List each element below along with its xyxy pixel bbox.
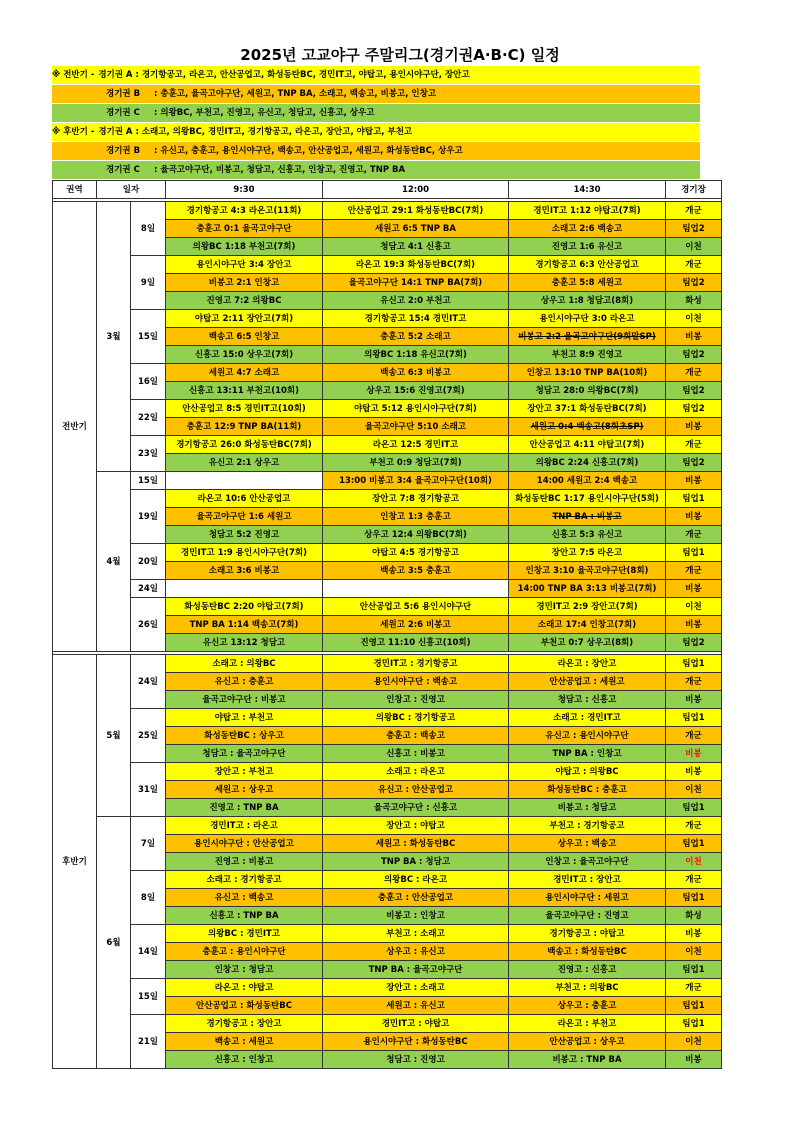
game-cell-1200: 신흥고 : 비봉고 <box>323 745 509 763</box>
game-cell-1200: 율곡고야구단 : 신흥고 <box>323 799 509 817</box>
header-time-3: 14:30 <box>509 181 666 199</box>
game-cell-1200: 경민IT고 : 경기항공고 <box>323 655 509 673</box>
month-cell: 3월 <box>97 202 131 472</box>
division-info-teams: : 소래고, 의왕BC, 경민IT고, 경기항공고, 라온고, 장안고, 야탑고, 부천고 <box>135 127 413 137</box>
game-cell-1430: 상우고 : 백송고 <box>509 835 666 853</box>
region-cell: 전반기 <box>53 202 97 652</box>
game-cell-1200: 라온고 19:3 화성동탄BC(7회) <box>323 256 509 274</box>
month-cell: 6월 <box>97 817 131 1069</box>
venue-cell: 팀업1 <box>666 835 722 853</box>
venue-cell: 개군 <box>666 364 722 382</box>
header-venue: 경기장 <box>666 181 722 199</box>
header-region: 권역 <box>53 181 97 199</box>
header-date: 일자 <box>97 181 166 199</box>
table-row <box>53 871 722 889</box>
day-cell: 15일 <box>131 472 166 490</box>
venue-cell: 비봉 <box>666 472 722 490</box>
header-row <box>53 181 722 199</box>
division-info-row <box>52 161 700 180</box>
game-cell-1200: 안산공업고 29:1 화성동탄BC(7회) <box>323 202 509 220</box>
venue-cell: 팀업1 <box>666 709 722 727</box>
venue-cell: 팀업2 <box>666 382 722 400</box>
game-cell-1200: 세원고 : 화성동탄BC <box>323 835 509 853</box>
venue-cell: 개군 <box>666 436 722 454</box>
game-cell-0930: 충훈고 0:1 율곡고야구단 <box>166 220 323 238</box>
game-cell-1200: 상우고 15:6 진영고(7회) <box>323 382 509 400</box>
game-cell-1200: 경기항공고 15:4 경민IT고 <box>323 310 509 328</box>
venue-cell: 팀업2 <box>666 274 722 292</box>
game-cell-1430: 상우고 1:8 청담고(8회) <box>509 292 666 310</box>
division-info-teams: : 유신고, 충훈고, 용인시야구단, 백송고, 안산공업고, 세원고, 화성동탄BC, 상우고 <box>154 146 463 156</box>
game-cell-1430: 의왕BC 2:24 신흥고(7회) <box>509 454 666 472</box>
game-cell-0930: 장안고 : 부천고 <box>166 763 323 781</box>
game-cell-1200: 의왕BC 1:18 유신고(7회) <box>323 346 509 364</box>
game-cell-1200: 세원고 2:6 비봉고 <box>323 616 509 634</box>
day-cell: 15일 <box>131 979 166 1015</box>
game-cell-0930: 경민IT고 : 라온고 <box>166 817 323 835</box>
game-cell-1430: 비봉고 : 청담고 <box>509 799 666 817</box>
venue-cell: 팀업1 <box>666 655 722 673</box>
venue-cell: 이천 <box>666 310 722 328</box>
game-cell-1200: 야탑고 5:12 용인시야구단(7회) <box>323 400 509 418</box>
game-cell-1430: 14:00 세원고 2:4 백송고 <box>509 472 666 490</box>
game-cell-1430: 부천고 8:9 진영고 <box>509 346 666 364</box>
game-cell-1430: 장안고 37:1 화성동탄BC(7회) <box>509 400 666 418</box>
game-cell-1200: 라온고 12:5 경민IT고 <box>323 436 509 454</box>
game-cell-1200: 소래고 : 라온고 <box>323 763 509 781</box>
header-time-2: 12:00 <box>323 181 509 199</box>
division-info-teams: : 의왕BC, 부천고, 진영고, 유신고, 청담고, 신흥고, 상우고 <box>154 108 375 118</box>
venue-cell: 이천 <box>666 781 722 799</box>
game-cell-1430: 부천고 : 의왕BC <box>509 979 666 997</box>
game-cell-0930: 백송고 6:5 인창고 <box>166 328 323 346</box>
venue-cell: 비봉 <box>666 763 722 781</box>
venue-cell: 이천 <box>666 598 722 616</box>
day-cell: 21일 <box>131 1015 166 1069</box>
game-cell-0930: 경기항공고 26:0 화성동탄BC(7회) <box>166 436 323 454</box>
division-info-label: 경기권 B <box>106 89 141 99</box>
game-cell-1430: 경민IT고 2:9 장안고(7회) <box>509 598 666 616</box>
day-cell: 26일 <box>131 598 166 652</box>
game-cell-1430: 백송고 : 화성동탄BC <box>509 943 666 961</box>
table-row <box>53 925 722 943</box>
venue-cell: 화성 <box>666 907 722 925</box>
game-cell-1430: TNP BA : 인창고 <box>509 745 666 763</box>
division-info-label: 경기권 A <box>98 127 136 137</box>
venue-cell: 팀업1 <box>666 889 722 907</box>
venue-cell: 팀업1 <box>666 961 722 979</box>
venue-cell: 비봉 <box>666 508 722 526</box>
game-cell-0930 <box>166 580 323 598</box>
month-cell: 4월 <box>97 472 131 652</box>
game-cell-0930: 경민IT고 1:9 용인시야구단(7회) <box>166 544 323 562</box>
table-row <box>53 709 722 727</box>
game-cell-0930: 세원고 : 상우고 <box>166 781 323 799</box>
game-cell-1430: 율곡고야구단 : 진영고 <box>509 907 666 925</box>
game-cell-1200: 부천고 : 소래고 <box>323 925 509 943</box>
table-row <box>53 310 722 328</box>
game-cell-0930: 경기항공고 : 장안고 <box>166 1015 323 1033</box>
game-cell-1200: 안산공업고 5:6 용인시야구단 <box>323 598 509 616</box>
game-cell-1430: 야탑고 : 의왕BC <box>509 763 666 781</box>
division-info-label: 경기권 C <box>106 165 140 175</box>
venue-cell: 팀업1 <box>666 997 722 1015</box>
game-cell-1200: 유신고 : 안산공업고 <box>323 781 509 799</box>
game-cell-1430: TNP BA : 비봉고 <box>509 508 666 526</box>
game-cell-1430: 진영고 : 신흥고 <box>509 961 666 979</box>
game-cell-1430: 신흥고 5:3 유신고 <box>509 526 666 544</box>
division-info-teams: : 율곡고야구단, 비봉고, 청담고, 신흥고, 인창고, 진영고, TNP BA <box>154 165 406 175</box>
game-cell-1430: 경기항공고 6:3 안산공업고 <box>509 256 666 274</box>
game-cell-1430: 청담고 : 신흥고 <box>509 691 666 709</box>
venue-cell: 개군 <box>666 526 722 544</box>
game-cell-1430: 인창고 : 율곡고야구단 <box>509 853 666 871</box>
game-cell-1200: 경민IT고 : 야탑고 <box>323 1015 509 1033</box>
division-info-prefix: ※ 전반기 - <box>52 70 95 80</box>
day-cell: 23일 <box>131 436 166 472</box>
game-cell-0930: 율곡고야구단 : 비봉고 <box>166 691 323 709</box>
venue-cell: 팀업2 <box>666 346 722 364</box>
venue-cell: 팀업2 <box>666 454 722 472</box>
game-cell-0930: 비봉고 2:1 인창고 <box>166 274 323 292</box>
game-cell-1430: 안산공업고 4:11 야탑고(7회) <box>509 436 666 454</box>
day-cell: 7일 <box>131 817 166 871</box>
game-cell-1430: 장안고 7:5 라온고 <box>509 544 666 562</box>
game-cell-0930: 용인시야구단 3:4 장안고 <box>166 256 323 274</box>
game-cell-1200: 청담고 : 진영고 <box>323 1051 509 1069</box>
table-row <box>53 598 722 616</box>
venue-cell: 개군 <box>666 727 722 745</box>
division-info-row <box>52 104 700 123</box>
venue-cell: 팀업1 <box>666 1015 722 1033</box>
venue-cell: 비봉 <box>666 418 722 436</box>
day-cell: 22일 <box>131 400 166 436</box>
day-cell: 31일 <box>131 763 166 817</box>
division-info-row <box>52 123 700 142</box>
venue-cell: 팀업2 <box>666 400 722 418</box>
game-cell-1430: 경민IT고 : 장안고 <box>509 871 666 889</box>
game-cell-0930: 신흥고 15:0 상우고(7회) <box>166 346 323 364</box>
game-cell-1200: 의왕BC : 경기항공고 <box>323 709 509 727</box>
game-cell-1430: 라온고 : 장안고 <box>509 655 666 673</box>
game-cell-0930: 안산공업고 8:5 경민IT고(10회) <box>166 400 323 418</box>
table-row <box>53 490 722 508</box>
division-info-row <box>52 85 700 104</box>
game-cell-0930: 청담고 5:2 진영고 <box>166 526 323 544</box>
game-cell-1200: 장안고 7:8 경기항공고 <box>323 490 509 508</box>
game-cell-1430: 경기항공고 : 야탑고 <box>509 925 666 943</box>
venue-cell: 팀업1 <box>666 490 722 508</box>
game-cell-0930: 율곡고야구단 1:6 세원고 <box>166 508 323 526</box>
game-cell-1430: 비봉고 : TNP BA <box>509 1051 666 1069</box>
game-cell-1200: 진영고 11:10 신흥고(10회) <box>323 634 509 652</box>
game-cell-1200: TNP BA : 청담고 <box>323 853 509 871</box>
game-cell-1430: 인창고 13:10 TNP BA(10회) <box>509 364 666 382</box>
game-cell-1200: 충훈고 : 백송고 <box>323 727 509 745</box>
venue-cell: 팀업2 <box>666 220 722 238</box>
game-cell-1430: 비봉고 2:2 율곡고야구단(9회말SP) <box>509 328 666 346</box>
game-cell-1200: 인창고 : 진영고 <box>323 691 509 709</box>
game-cell-1430: 용인시야구단 : 세원고 <box>509 889 666 907</box>
venue-cell: 이천 <box>666 853 722 871</box>
table-row <box>53 979 722 997</box>
division-info-label: 경기권 C <box>106 108 140 118</box>
game-cell-1200: 율곡고야구단 14:1 TNP BA(7회) <box>323 274 509 292</box>
month-cell: 5월 <box>97 655 131 817</box>
game-cell-0930: 충훈고 12:9 TNP BA(11회) <box>166 418 323 436</box>
division-info-row <box>52 66 700 85</box>
game-cell-0930: 화성동탄BC : 상우고 <box>166 727 323 745</box>
venue-cell: 비봉 <box>666 691 722 709</box>
schedule-table <box>52 180 722 1069</box>
game-cell-1200: 충훈고 5:2 소래고 <box>323 328 509 346</box>
game-cell-0930: 유신고 : 충훈고 <box>166 673 323 691</box>
venue-cell: 이천 <box>666 238 722 256</box>
game-cell-1430: 충훈고 5:8 세원고 <box>509 274 666 292</box>
venue-cell: 개군 <box>666 979 722 997</box>
game-cell-1430: 소래고 17:4 인창고(7회) <box>509 616 666 634</box>
game-cell-0930: 유신고 2:1 상우고 <box>166 454 323 472</box>
day-cell: 25일 <box>131 709 166 763</box>
game-cell-1200: 인창고 1:3 충훈고 <box>323 508 509 526</box>
venue-cell: 화성 <box>666 292 722 310</box>
game-cell-0930: 유신고 : 백송고 <box>166 889 323 907</box>
venue-cell: 비봉 <box>666 1051 722 1069</box>
game-cell-1430: 진영고 1:6 유신고 <box>509 238 666 256</box>
region-cell: 후반기 <box>53 655 97 1069</box>
game-cell-1430: 소래고 : 경민IT고 <box>509 709 666 727</box>
division-info <box>52 66 700 180</box>
game-cell-1200: 장안고 : 야탑고 <box>323 817 509 835</box>
day-cell: 20일 <box>131 544 166 580</box>
game-cell-0930: 진영고 : 비봉고 <box>166 853 323 871</box>
game-cell-1200: 율곡고야구단 5:10 소래고 <box>323 418 509 436</box>
day-cell: 8일 <box>131 871 166 925</box>
division-info-teams: : 경기항공고, 라온고, 안산공업고, 화성동탄BC, 경민IT고, 야탑고, 용인시야구단, 장안고 <box>135 70 470 80</box>
venue-cell: 개군 <box>666 202 722 220</box>
day-cell: 16일 <box>131 364 166 400</box>
venue-cell: 팀업1 <box>666 799 722 817</box>
game-cell-1200: 청담고 4:1 신흥고 <box>323 238 509 256</box>
day-cell: 15일 <box>131 310 166 364</box>
game-cell-0930: 안산공업고 : 화성동탄BC <box>166 997 323 1015</box>
game-cell-1200: 상우고 : 유신고 <box>323 943 509 961</box>
game-cell-1430: 안산공업고 : 상우고 <box>509 1033 666 1051</box>
page-title: 2025년 고교야구 주말리그(경기권A·B·C) 일정 <box>240 46 560 64</box>
game-cell-0930: 신흥고 : TNP BA <box>166 907 323 925</box>
game-cell-0930: 야탑고 : 부천고 <box>166 709 323 727</box>
venue-cell: 팀업1 <box>666 544 722 562</box>
venue-cell: 개군 <box>666 256 722 274</box>
game-cell-0930: 경기항공고 4:3 라온고(11회) <box>166 202 323 220</box>
venue-cell: 비봉 <box>666 745 722 763</box>
game-cell-0930: 화성동탄BC 2:20 야탑고(7회) <box>166 598 323 616</box>
venue-cell: 개군 <box>666 871 722 889</box>
game-cell-0930: 소래고 : 경기항공고 <box>166 871 323 889</box>
game-cell-0930: 라온고 : 야탑고 <box>166 979 323 997</box>
header-time-1: 9:30 <box>166 181 323 199</box>
game-cell-0930: 용인시야구단 : 안산공업고 <box>166 835 323 853</box>
game-cell-0930: 신흥고 : 인창고 <box>166 1051 323 1069</box>
day-cell: 8일 <box>131 202 166 256</box>
day-cell: 19일 <box>131 490 166 544</box>
game-cell-1430: 유신고 : 용인시야구단 <box>509 727 666 745</box>
game-cell-1430: 안산공업고 : 세원고 <box>509 673 666 691</box>
venue-cell: 비봉 <box>666 580 722 598</box>
game-cell-0930: 신흥고 13:11 부천고(10회) <box>166 382 323 400</box>
game-cell-0930: 백송고 : 세원고 <box>166 1033 323 1051</box>
game-cell-0930 <box>166 472 323 490</box>
game-cell-0930: 소래고 3:6 비봉고 <box>166 562 323 580</box>
game-cell-1200: 백송고 6:3 비봉고 <box>323 364 509 382</box>
venue-cell: 개군 <box>666 673 722 691</box>
game-cell-0930: 의왕BC 1:18 부천고(7회) <box>166 238 323 256</box>
table-row <box>53 202 722 220</box>
game-cell-0930: 의왕BC : 경민IT고 <box>166 925 323 943</box>
game-cell-1430: 14:00 TNP BA 3:13 비봉고(7회) <box>509 580 666 598</box>
table-row <box>53 436 722 454</box>
game-cell-1200: 부천고 0:9 청담고(7회) <box>323 454 509 472</box>
game-cell-1430: 화성동탄BC : 충훈고 <box>509 781 666 799</box>
game-cell-1430: 화성동탄BC 1:17 용인시야구단(5회) <box>509 490 666 508</box>
table-row <box>53 364 722 382</box>
game-cell-1200: 의왕BC : 라온고 <box>323 871 509 889</box>
game-cell-0930: 진영고 : TNP BA <box>166 799 323 817</box>
game-cell-1430: 인창고 3:10 율곡고야구단(8회) <box>509 562 666 580</box>
game-cell-0930: 진영고 7:2 의왕BC <box>166 292 323 310</box>
game-cell-1200: 비봉고 : 인창고 <box>323 907 509 925</box>
venue-cell: 비봉 <box>666 925 722 943</box>
game-cell-1430: 상우고 : 충훈고 <box>509 997 666 1015</box>
game-cell-1200: TNP BA : 율곡고야구단 <box>323 961 509 979</box>
day-cell: 24일 <box>131 655 166 709</box>
day-cell: 14일 <box>131 925 166 979</box>
division-info-label: 경기권 A <box>98 70 136 80</box>
table-row <box>53 655 722 673</box>
table-row <box>53 544 722 562</box>
game-cell-1200: 용인시야구단 : 백송고 <box>323 673 509 691</box>
venue-cell: 팀업2 <box>666 634 722 652</box>
venue-cell: 개군 <box>666 817 722 835</box>
venue-cell: 비봉 <box>666 328 722 346</box>
day-cell: 24일 <box>131 580 166 598</box>
game-cell-1200: 야탑고 4:5 경기항공고 <box>323 544 509 562</box>
game-cell-1200: 백송고 3:5 충훈고 <box>323 562 509 580</box>
game-cell-0930: 충훈고 : 용인시야구단 <box>166 943 323 961</box>
game-cell-1200: 상우고 12:4 의왕BC(7회) <box>323 526 509 544</box>
game-cell-0930: 세원고 4:7 소래고 <box>166 364 323 382</box>
game-cell-1430: 경민IT고 1:12 야탑고(7회) <box>509 202 666 220</box>
game-cell-1430: 부천고 : 경기항공고 <box>509 817 666 835</box>
table-row <box>53 817 722 835</box>
game-cell-1200 <box>323 580 509 598</box>
game-cell-1430: 세원고 0:4 백송고(8회초SP) <box>509 418 666 436</box>
game-cell-1200: 장안고 : 소래고 <box>323 979 509 997</box>
game-cell-1200: 세원고 6:5 TNP BA <box>323 220 509 238</box>
game-cell-1430: 용인시야구단 3:0 라온고 <box>509 310 666 328</box>
venue-cell: 이천 <box>666 943 722 961</box>
table-row <box>53 580 722 598</box>
game-cell-0930: 라온고 10:6 안산공업고 <box>166 490 323 508</box>
game-cell-1200: 세원고 : 유신고 <box>323 997 509 1015</box>
table-row <box>53 763 722 781</box>
game-cell-1200: 유신고 2:0 부천고 <box>323 292 509 310</box>
game-cell-0930: TNP BA 1:14 백송고(7회) <box>166 616 323 634</box>
game-cell-0930: 야탑고 2:11 장안고(7회) <box>166 310 323 328</box>
game-cell-1430: 소래고 2:6 백송고 <box>509 220 666 238</box>
venue-cell: 개군 <box>666 562 722 580</box>
venue-cell: 이천 <box>666 1033 722 1051</box>
game-cell-1430: 라온고 : 부천고 <box>509 1015 666 1033</box>
game-cell-0930: 유신고 13:12 청담고 <box>166 634 323 652</box>
division-info-teams: : 충훈고, 율곡고야구단, 세원고, TNP BA, 소래고, 백송고, 비봉고, 인창고 <box>154 89 437 99</box>
table-row <box>53 472 722 490</box>
game-cell-1200: 충훈고 : 안산공업고 <box>323 889 509 907</box>
day-cell: 9일 <box>131 256 166 310</box>
game-cell-1430: 청담고 28:0 의왕BC(7회) <box>509 382 666 400</box>
venue-cell: 비봉 <box>666 616 722 634</box>
table-row <box>53 256 722 274</box>
division-info-prefix: ※ 후반기 - <box>52 127 95 137</box>
game-cell-1430: 부천고 0:7 상우고(8회) <box>509 634 666 652</box>
table-row <box>53 1015 722 1033</box>
game-cell-0930: 소래고 : 의왕BC <box>166 655 323 673</box>
division-info-label: 경기권 B <box>106 146 141 156</box>
game-cell-0930: 인창고 : 청담고 <box>166 961 323 979</box>
game-cell-0930: 청담고 : 율곡고야구단 <box>166 745 323 763</box>
table-row <box>53 400 722 418</box>
game-cell-1200: 13:00 비봉고 3:4 율곡고야구단(10회) <box>323 472 509 490</box>
game-cell-1200: 용인시야구단 : 화성동탄BC <box>323 1033 509 1051</box>
division-info-row <box>52 142 700 161</box>
